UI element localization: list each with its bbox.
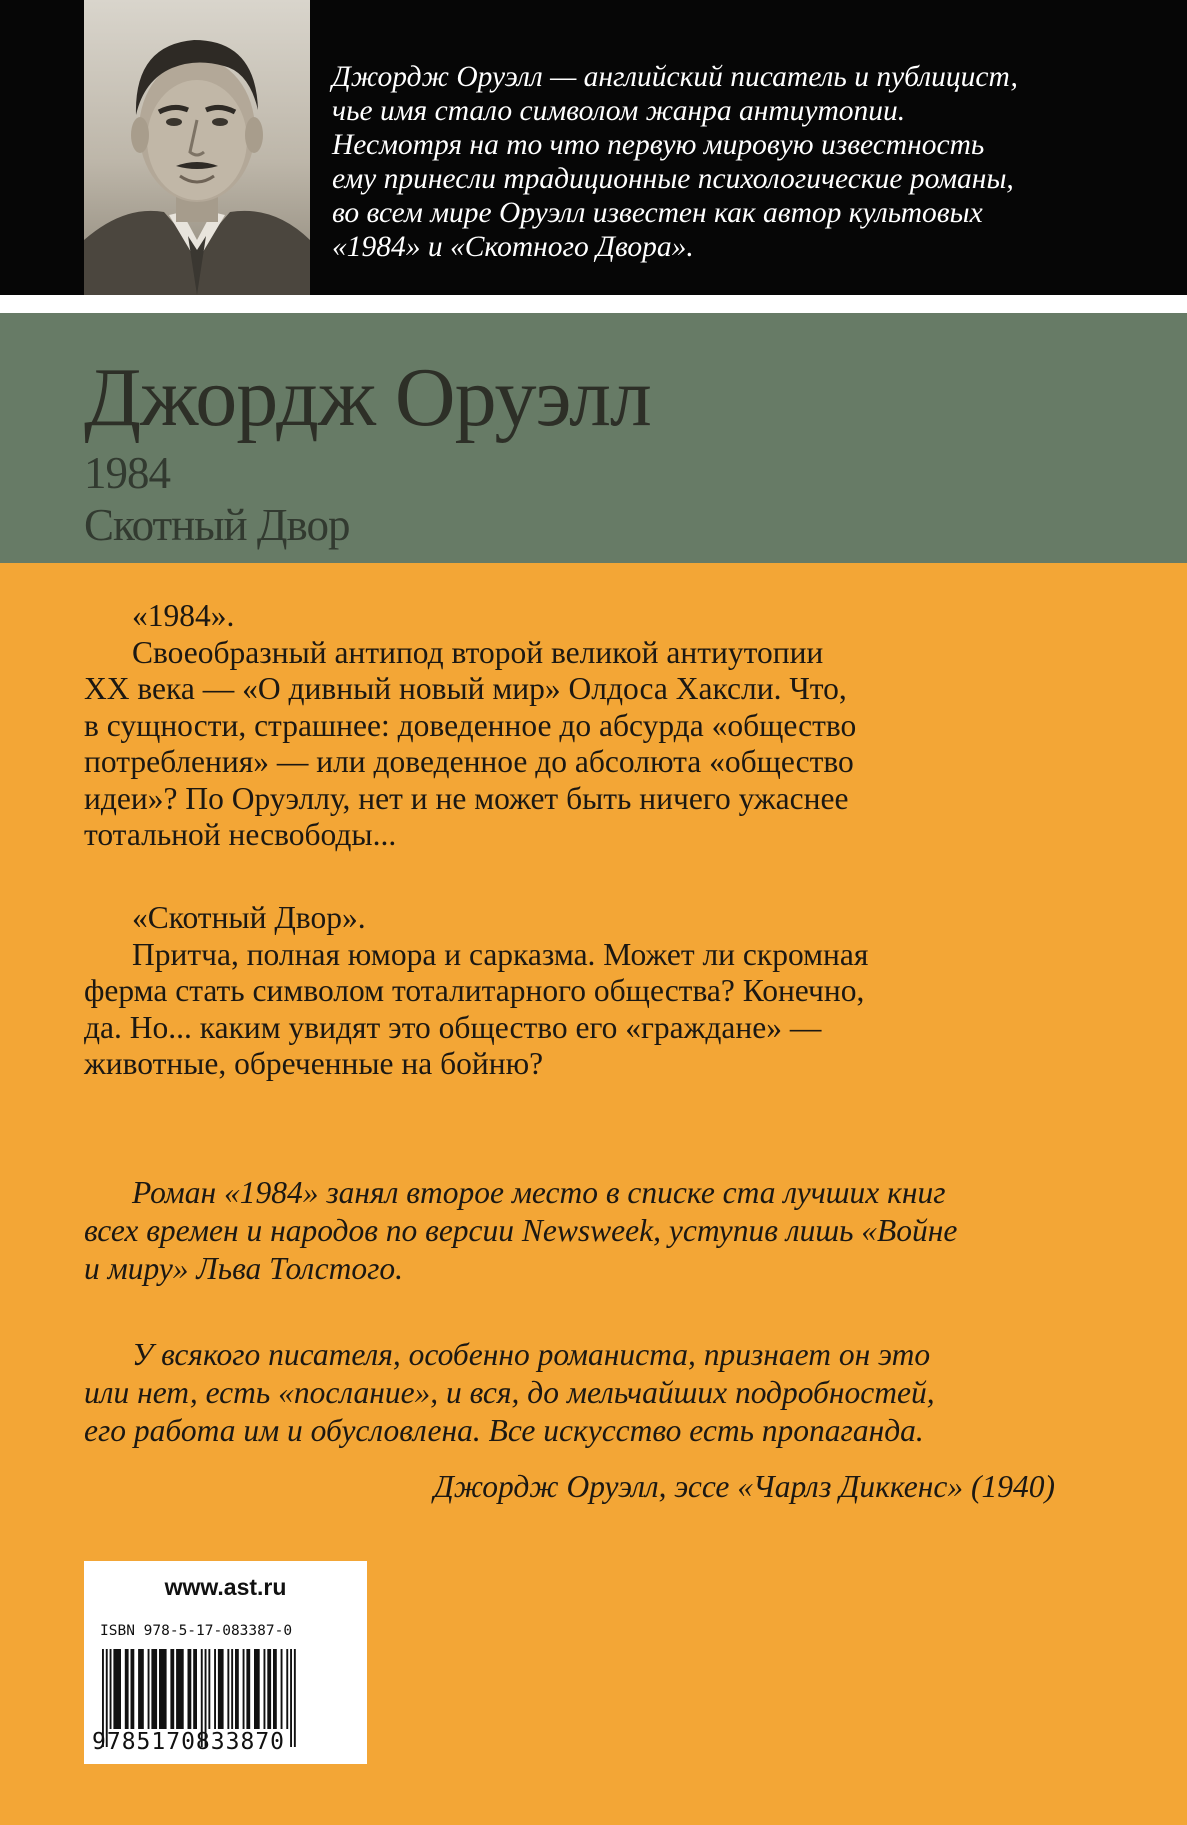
barcode-bar (254, 1649, 260, 1729)
barcode-bar (267, 1649, 271, 1729)
author-portrait (84, 0, 310, 295)
bio-line: «1984» и «Скотного Двора». (332, 231, 694, 263)
orwell-quote (84, 1336, 1144, 1450)
barcode-bar (188, 1649, 192, 1729)
work-title-1984: 1984 (84, 448, 170, 498)
publisher-url: www.ast.ru (164, 1574, 287, 1600)
barcode-bar (138, 1649, 144, 1729)
bio-line: ему принесли традиционные психологические романы, (332, 163, 1014, 195)
bio-line: Несмотря на то что первую мировую известность (332, 129, 985, 161)
divider (0, 295, 1187, 313)
bio-line: во всем мире Оруэлл известен как автор культовых (332, 197, 983, 229)
barcode-panel (84, 1561, 367, 1764)
quote-line: всех времен и народов по версии Newsweek, уступив лишь «Войне (84, 1213, 958, 1248)
barcode-bar (193, 1649, 197, 1729)
barcode-bar (159, 1649, 167, 1729)
annotation-line: да. Но... каким увидят это общество его «граждане» — (84, 1009, 822, 1045)
barcode-bar (218, 1649, 224, 1729)
barcode-bar (148, 1649, 150, 1729)
annotation-line: Притча, полная юмора и сарказма. Может ли скромная (132, 936, 869, 972)
quote-attribution: Джордж Оруэлл, эссе «Чарлз Диккенс» (1940) (433, 1469, 1055, 1504)
portrait-drawing (84, 0, 310, 295)
barcode-bar (151, 1649, 157, 1729)
barcode-digits: 9785170833870 (92, 1729, 286, 1755)
bio-line: Джордж Оруэлл — английский писатель и публицист, (332, 61, 1018, 93)
barcode-bar (231, 1649, 233, 1729)
annotation-line: XX века — «О дивный новый мир» Олдоса Хаксли. Что, (84, 671, 847, 706)
barcode-bar (170, 1649, 174, 1729)
annotation-line: потребления» — или доведенное до абсолюта «общество (84, 744, 854, 779)
annotation-heading: «1984». (132, 598, 235, 633)
barcode-bar (264, 1649, 266, 1729)
quote-line: Роман «1984» занял второе место в списке ста лучших книг (132, 1175, 946, 1210)
barcode-bar (281, 1649, 283, 1729)
annotation-line: ферма стать символом тоталитарного общества? Конечно, (84, 973, 865, 1008)
newsweek-quote (84, 1174, 1144, 1288)
barcode-bar (113, 1649, 121, 1729)
annotation-line: животные, обреченные на бойню? (84, 1046, 544, 1081)
bio-line: чье имя стало символом жанра антиутопии. (332, 95, 906, 127)
barcode-bar (227, 1649, 229, 1729)
annotation-line: Своеобразный антипод второй великой антиутопии (132, 634, 824, 670)
annotation-heading: «Скотный Двор». (132, 900, 366, 935)
barcode-bar (176, 1649, 184, 1729)
barcode-bar (273, 1649, 277, 1729)
quote-line: У всякого писателя, особенно романиста, признает он это (132, 1337, 931, 1372)
barcode-bar (235, 1649, 239, 1729)
isbn-label: ISBN 978-5-17-083387-0 (100, 1623, 293, 1639)
work-title-animal-farm: Скотный Двор (84, 500, 350, 550)
barcode-bar (214, 1649, 216, 1729)
quote-line: его работа им и обусловлена. Все искусство есть пропаганда. (84, 1413, 924, 1448)
annotation-1984 (84, 598, 1144, 854)
quote-line: или нет, есть «послание», и вся, до мельчайших подробностей, (84, 1375, 935, 1410)
annotation-animal-farm (84, 900, 1144, 1083)
barcode-bar (125, 1649, 129, 1729)
barcode-bar (286, 1649, 288, 1729)
author-name: Джордж Оруэлл (84, 351, 651, 444)
author-bio (332, 60, 1162, 264)
barcode-bar (246, 1649, 250, 1729)
barcode-bar (243, 1649, 245, 1729)
barcode-bar (208, 1649, 210, 1729)
barcode-bar (110, 1649, 112, 1729)
annotation-line: в сущности, страшнее: доведенное до абсурда «общество (84, 707, 857, 743)
annotation-line: тотальной несвободы... (84, 817, 397, 852)
barcode-bar (131, 1649, 135, 1729)
quote-line: и миру» Льва Толстого. (84, 1251, 404, 1286)
annotation-line: идеи»? По Оруэллу, нет и не может быть ничего ужаснее (84, 780, 849, 816)
